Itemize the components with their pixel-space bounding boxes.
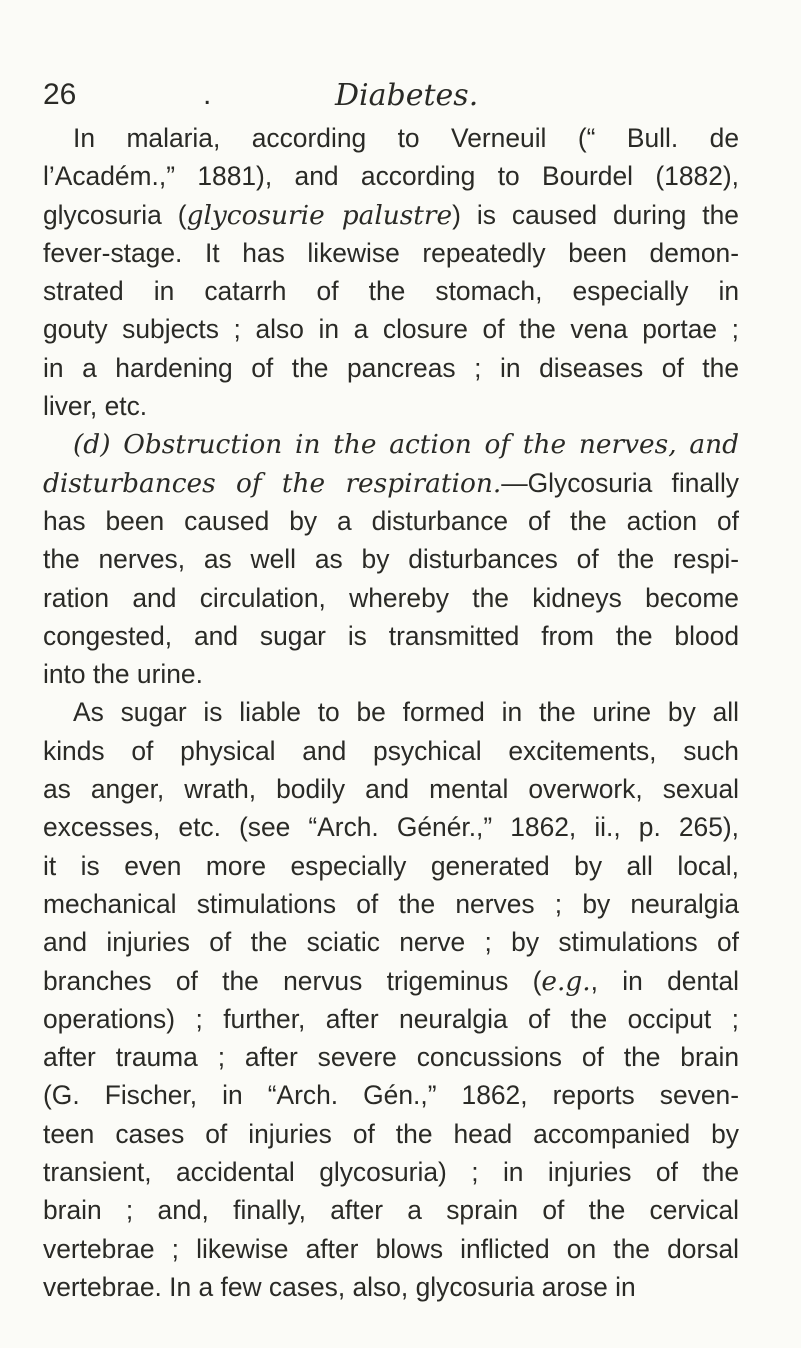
running-title: Diabetes. [335,78,479,113]
text-run: the nerves, as well as by disturbances of the respi- [43,544,739,575]
text-line [43,1000,739,1038]
text-run: (G. Fischer, in “Arch. Gén.,” 1862, reports seven- [43,1080,739,1111]
header-separator: . [203,78,212,111]
text-line [43,1038,739,1076]
text-run: vertebrae ; likewise after blows inflicted on the dorsal [43,1233,739,1264]
text-line [43,962,739,1000]
text-run: excesses, etc. (see “Arch. Génér.,” 1862, ii., p. 265), [43,812,739,843]
body-text [43,119,739,1306]
text-line [43,234,739,272]
text-run: As sugar is liable to be formed in the urine by all [73,697,739,728]
text-line [43,502,739,540]
text-line [43,272,739,310]
italic-text: (d) Obstruction in the action of the nerves, and [73,429,739,461]
text-line [43,770,739,808]
text-line [43,425,739,463]
text-line [43,1230,739,1268]
text-line [43,349,739,387]
text-line [43,655,739,693]
text-line [43,1191,739,1229]
text-run: liver, etc. [43,391,148,422]
text-run: glycosuria ( [43,199,187,230]
text-run: in a hardening of the pancreas ; in diseases of the [43,352,739,383]
text-run: strated in catarrh of the stomach, especially in [43,276,739,307]
page-number: 26 [43,78,77,111]
text-line [43,847,739,885]
text-line [43,693,739,731]
text-line [43,885,739,923]
text-run: congested, and sugar is transmitted from the blood [43,620,739,651]
text-run: operations) ; further, after neuralgia of the occiput ; [43,1003,739,1034]
text-run: gouty subjects ; also in a closure of the vena portae ; [43,314,739,345]
text-run: as anger, wrath, bodily and mental overwork, sexual [43,774,739,805]
text-line [43,1115,739,1153]
text-run: —Glycosuria finally [501,467,740,498]
text-line [43,387,739,425]
text-line [43,923,739,961]
text-run: brain ; and, finally, after a sprain of the cervical [43,1195,739,1226]
italic-text: glycosurie palustre [186,199,453,231]
text-run: kinds of physical and psychical excitements, such [43,735,739,766]
text-line [43,808,739,846]
text-run: branches of the nervus trigeminus ( [43,965,542,996]
text-run: teen cases of injuries of the head accompanied by [43,1118,739,1149]
text-run: and injuries of the sciatic nerve ; by stimulations of [43,927,739,958]
text-line [43,579,739,617]
italic-text: e.g. [541,965,591,997]
text-run: l’Académ.,” 1881), and according to Bourdel (1882), [43,161,739,192]
text-run: has been caused by a disturbance of the action of [43,505,739,536]
text-run: transient, accidental glycosuria) ; in injuries of the [43,1157,739,1188]
italic-text: disturbances of the respiration. [43,467,502,499]
text-run: into the urine. [43,659,203,690]
paragraph-malaria [43,119,739,425]
text-line [43,1076,739,1114]
text-run: vertebrae. In a few cases, also, glycosuria arose in [43,1271,636,1302]
text-run: it is even more especially generated by all local, [43,850,739,881]
text-line [43,540,739,578]
page-header [43,70,753,114]
text-run: In malaria, according to Verneuil (“ Bull. de [73,123,739,153]
paragraph-obstruction-of-nerves [43,425,739,693]
text-run: ration and circulation, whereby the kidneys become [43,582,739,613]
text-run: fever-stage. It has likewise repeatedly been demon- [43,237,739,268]
text-run: after trauma ; after severe concussions of the brain [43,1042,739,1073]
text-run: , in dental [590,965,739,996]
text-run: mechanical stimulations of the nerves ; by neuralgia [43,888,739,919]
text-line [43,157,739,195]
text-line [43,310,739,348]
paragraph-sugar-formation [43,693,739,1306]
text-line [43,1153,739,1191]
text-line [43,617,739,655]
text-line [43,119,739,157]
text-line [43,464,739,502]
text-line [43,196,739,234]
text-run: ) is caused during the [452,199,739,230]
text-line [43,1268,739,1306]
text-line [43,732,739,770]
